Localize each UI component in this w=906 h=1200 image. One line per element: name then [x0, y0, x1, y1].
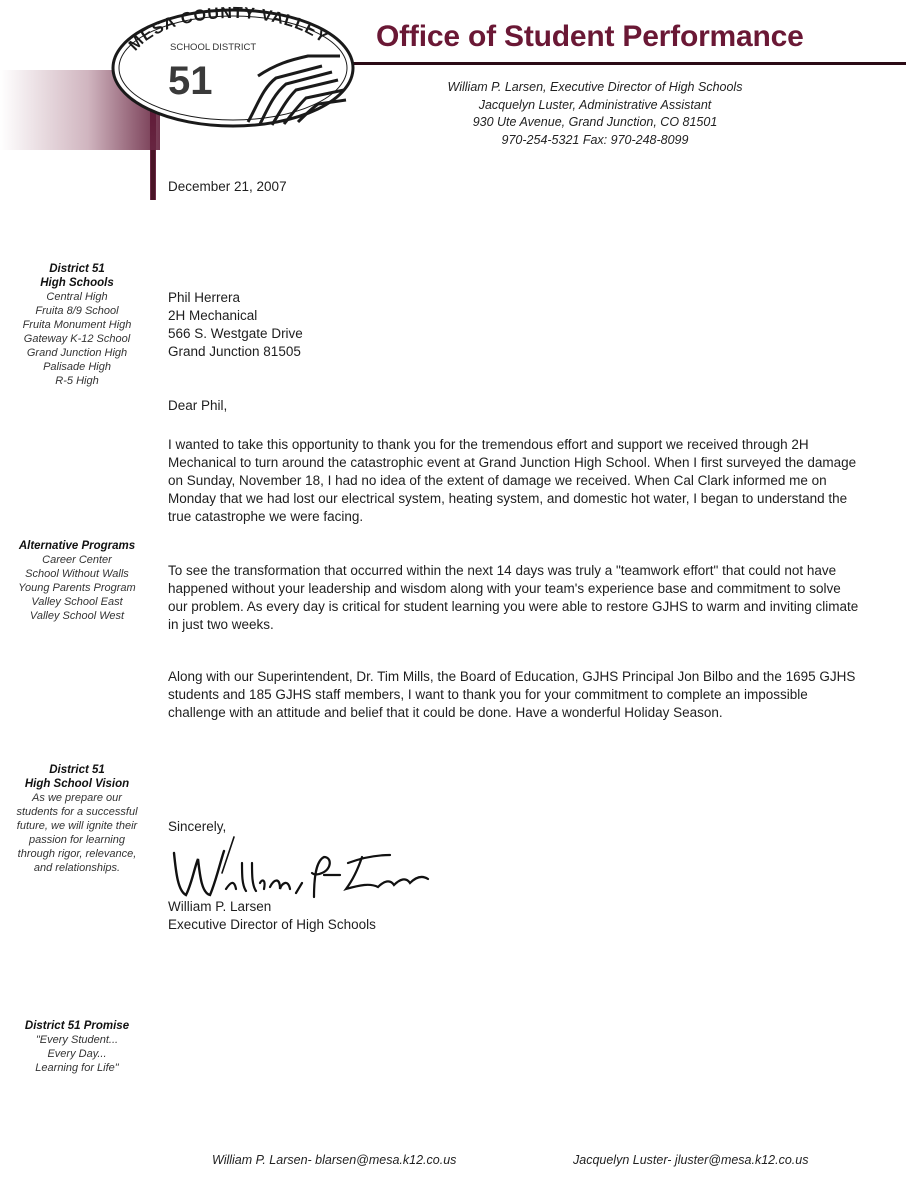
letterhead-contacts: [400, 79, 790, 149]
logo-district-number: 51: [168, 59, 213, 103]
sidebar-item: Young Parents Program: [18, 582, 136, 594]
logo-arc-text: MESA COUNTY VALLEY: [125, 4, 331, 55]
sidebar-item: "Every Student...: [35, 1034, 119, 1046]
contact-line: William P. Larsen, Executive Director of High Schools: [447, 80, 743, 94]
sidebar-promise: [0, 1019, 154, 1075]
sidebar-item: Fruita Monument High: [22, 319, 132, 331]
sidebar-item: Every Day...: [47, 1048, 107, 1060]
sidebar-title: Alternative Programs: [18, 540, 136, 552]
sidebar-item: through rigor, relevance,: [17, 848, 137, 860]
body-paragraph-1: I wanted to take this opportunity to thank you for the tremendous effort and support we received through 2H Mechanical to turn around the catastrophic event at Grand Junction High School. When I first surveyed the damage on Sunday, November 18, I had no idea of the extent of damage we received. When Cal Clark informed me on Monday that we had lost our electrical system, heating system, and domestic hot water, I began to understand the true catastrophe we were facing.: [168, 437, 857, 524]
sidebar-title: High Schools: [40, 277, 114, 289]
signer-name: William P. Larsen: [168, 899, 272, 914]
recipient-line: 2H Mechanical: [168, 308, 258, 323]
signature-image: [164, 833, 434, 903]
sidebar-item: passion for learning: [28, 834, 125, 846]
sidebar-item: and relationships.: [33, 862, 121, 874]
recipient-line: Grand Junction 81505: [168, 344, 301, 359]
sidebar-vision: [0, 763, 154, 875]
signer-block: [168, 898, 376, 934]
sidebar-title: District 51: [49, 764, 105, 776]
sidebar-item: Valley School West: [29, 610, 125, 622]
logo-district-label: SCHOOL DISTRICT: [170, 42, 257, 53]
sidebar-item: Grand Junction High: [26, 347, 128, 359]
sidebar-item: Career Center: [42, 554, 112, 566]
body-paragraph-2: To see the transformation that occurred within the next 14 days was truly a "teamwork effort" that could not have happened without your leadership and wisdom along with your team's experience base and commitment to solve our problem. As every day is critical for student learning you were able to restore GJHS to warm and inviting climate in just two weeks.: [168, 563, 859, 632]
salutation: Dear Phil,: [168, 398, 228, 413]
recipient-address: [168, 289, 303, 361]
recipient-line: Phil Herrera: [168, 290, 241, 305]
sidebar-item: Palisade High: [43, 361, 111, 373]
footer-email-left: William P. Larsen- blarsen@mesa.k12.co.us: [212, 1153, 457, 1167]
contact-line: 930 Ute Avenue, Grand Junction, CO 81501: [472, 115, 718, 129]
sidebar-item: School Without Walls: [25, 568, 129, 580]
sidebar-alternative-programs: [0, 539, 154, 623]
sidebar-item: students for a successful: [16, 806, 138, 818]
sidebar-item: As we prepare our: [32, 792, 122, 804]
sidebar-title: District 51 Promise: [24, 1020, 130, 1032]
letter-date: December 21, 2007: [168, 179, 287, 194]
contact-line: 970-254-5321 Fax: 970-248-8099: [501, 132, 689, 147]
sidebar-item: Valley School East: [31, 596, 123, 608]
sidebar-title: High School Vision: [24, 778, 130, 790]
sidebar-item: Learning for Life": [35, 1062, 119, 1074]
sidebar-high-schools: [0, 262, 154, 388]
footer-email-right: Jacquelyn Luster- jluster@mesa.k12.co.us: [573, 1153, 809, 1167]
closing: Sincerely,: [168, 819, 227, 834]
sidebar-item: R-5 High: [55, 375, 99, 387]
sidebar-item: Gateway K-12 School: [23, 333, 131, 345]
sidebar-item: Central High: [46, 291, 108, 303]
sidebar-item: future, we will ignite their: [16, 820, 138, 832]
office-title: Office of Student Performance: [376, 20, 804, 53]
body-paragraph-3: Along with our Superintendent, Dr. Tim Mills, the Board of Education, GJHS Principal Jon Bilbo and the 1695 GJHS students and 185 GJHS staff members, I want to thank you for your commitment to complete an impossible challenge with an attitude and belief that it could be done. Have a wonderful Holiday Season.: [168, 669, 856, 720]
district-logo: [108, 4, 358, 132]
recipient-line: 566 S. Westgate Drive: [168, 326, 303, 341]
signer-title: Executive Director of High Schools: [168, 917, 376, 932]
sidebar-title: District 51: [49, 263, 105, 275]
sidebar-item: Fruita 8/9 School: [35, 305, 119, 317]
contact-line: Jacquelyn Luster, Administrative Assistant: [478, 97, 712, 112]
